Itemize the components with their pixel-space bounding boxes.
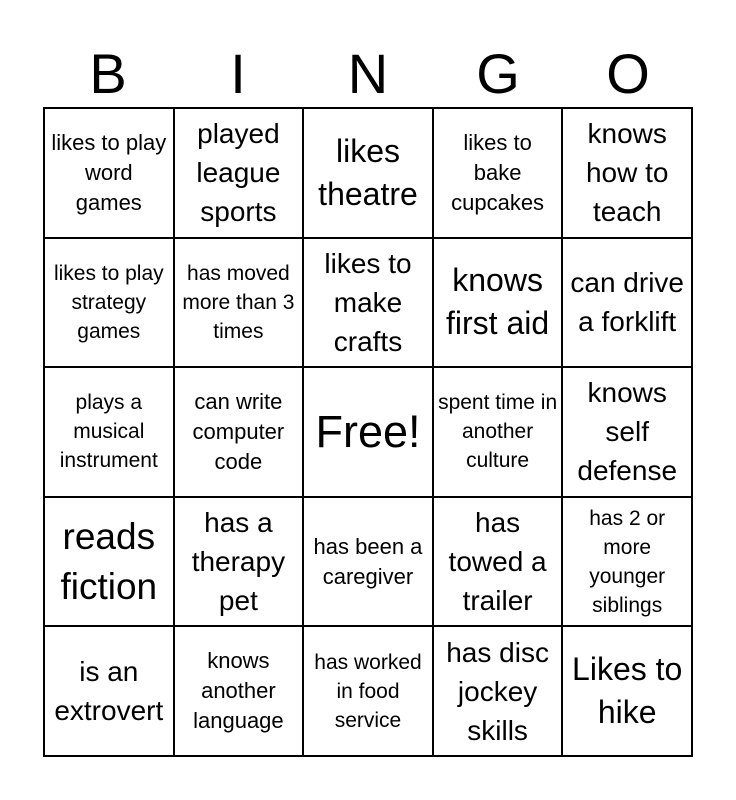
bingo-cell[interactable]: [303, 497, 433, 627]
header-letter-b: B: [89, 42, 127, 105]
bingo-cell[interactable]: [562, 367, 692, 497]
header-letter-n: N: [347, 42, 389, 105]
cell-text: has been a caregiver: [313, 533, 423, 589]
bingo-cell[interactable]: [174, 497, 304, 627]
cell-text: likes to play word games: [51, 129, 167, 215]
bingo-cell[interactable]: [562, 497, 692, 627]
cell-text: has 2 or more younger siblings: [589, 506, 666, 617]
cell-text: spent time in another culture: [438, 391, 558, 473]
bingo-cell[interactable]: [433, 626, 563, 756]
cell-text: Likes to hike: [572, 651, 683, 731]
cell-text: likes to bake cupcakes: [451, 129, 545, 215]
bingo-header: [43, 40, 693, 108]
header-letter-o: O: [606, 42, 650, 105]
cell-text: played league sports: [196, 118, 281, 228]
cell-text: likes theatre: [318, 132, 418, 212]
bingo-cell[interactable]: [562, 108, 692, 238]
bingo-cell[interactable]: [562, 626, 692, 756]
bingo-card-grid: [43, 107, 693, 757]
bingo-cell[interactable]: [433, 108, 563, 238]
cell-text: knows self defense: [577, 377, 678, 487]
header-letter-g: G: [476, 42, 520, 105]
bingo-cell[interactable]: [174, 108, 304, 238]
cell-text: likes to play strategy games: [53, 261, 164, 343]
bingo-cell[interactable]: [44, 238, 174, 368]
cell-text: can write computer code: [192, 388, 285, 474]
free-space-cell[interactable]: [303, 367, 433, 497]
cell-text: is an extrovert: [54, 656, 164, 727]
free-space-label: Free!: [315, 405, 421, 457]
bingo-cell[interactable]: [44, 497, 174, 627]
bingo-cell[interactable]: [303, 108, 433, 238]
cell-text: has disc jockey skills: [446, 636, 549, 746]
bingo-cell[interactable]: [433, 497, 563, 627]
bingo-cell[interactable]: [174, 238, 304, 368]
bingo-cell[interactable]: [303, 626, 433, 756]
cell-text: plays a musical instrument: [59, 391, 158, 473]
bingo-cell[interactable]: [303, 238, 433, 368]
cell-text: likes to make crafts: [324, 247, 412, 357]
cell-text: knows how to teach: [585, 118, 669, 228]
bingo-cell[interactable]: [433, 367, 563, 497]
cell-text: knows first aid: [446, 262, 550, 342]
cell-text: can drive a forklift: [570, 267, 684, 338]
bingo-cell[interactable]: [562, 238, 692, 368]
bingo-cell[interactable]: [174, 367, 304, 497]
bingo-cell[interactable]: [433, 238, 563, 368]
cell-text: has moved more than 3 times: [182, 261, 295, 343]
bingo-cell[interactable]: [44, 108, 174, 238]
cell-text: reads fiction: [60, 515, 158, 607]
bingo-cell[interactable]: [174, 626, 304, 756]
header-letter-i: I: [230, 42, 246, 105]
cell-text: knows another language: [193, 648, 284, 734]
bingo-cell[interactable]: [44, 626, 174, 756]
bingo-cell[interactable]: [44, 367, 174, 497]
cell-text: has a therapy pet: [191, 507, 286, 617]
cell-text: has towed a trailer: [448, 507, 547, 617]
cell-text: has worked in food service: [314, 650, 422, 732]
